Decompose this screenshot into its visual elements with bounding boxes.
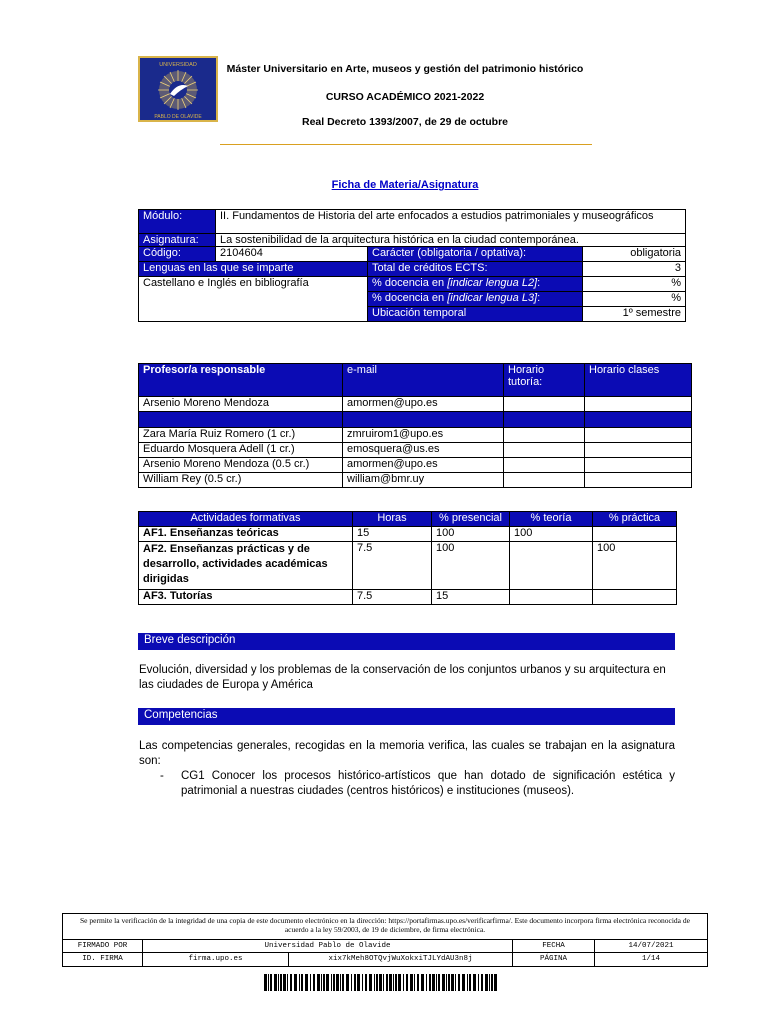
barcode-bar (436, 974, 437, 991)
docencia-l3-label: % docencia en [indicar lengua L3]: (368, 292, 583, 307)
table-row (139, 527, 677, 542)
activity-teoria (510, 542, 593, 590)
header-email: e-mail (343, 364, 504, 397)
id-value: xix7kMeh8OTQvjWuXokxiTJLYdAU3n8j (289, 953, 513, 966)
footer-row-signed (63, 940, 707, 953)
barcode-bar (389, 974, 392, 991)
barcode-bar (414, 974, 415, 991)
activity-presencial: 100 (432, 527, 510, 542)
barcode-bar (346, 974, 349, 991)
professor-name: Zara María Ruiz Romero (1 cr.) (139, 428, 343, 443)
barcode-bar (462, 974, 465, 991)
activity-practica (593, 590, 677, 605)
barcode-bar (458, 974, 460, 991)
activity-practica (593, 527, 677, 542)
barcode-bar (333, 974, 335, 991)
barcode-bar (491, 974, 493, 991)
barcode-bar (317, 974, 320, 991)
competencias-intro: Las competencias generales, recogidas en la memoria verifica, las cuales se trabajan en la asignatura son: (139, 740, 675, 767)
barcode-bar (398, 974, 401, 991)
activity-presencial: 15 (432, 590, 510, 605)
barcode-bar (473, 974, 476, 991)
barcode-bar (374, 974, 375, 991)
barcode-bar (365, 974, 367, 991)
activity-horas: 7.5 (353, 542, 432, 590)
table-row (139, 590, 677, 605)
barcode-bar (438, 974, 440, 991)
page-title: Ficha de Materia/Asignatura (331, 179, 479, 191)
codigo-label: Código: (139, 247, 216, 262)
competencia-item (160, 769, 675, 799)
header-divider (220, 144, 592, 145)
barcode-bar (290, 974, 292, 991)
barcode-bar (305, 974, 308, 991)
responsable-tutoria (504, 397, 585, 412)
footer-row-id (63, 953, 707, 966)
barcode-bar (351, 974, 352, 991)
barcode-bar (489, 974, 490, 991)
professors-table (138, 363, 692, 488)
separator-row (504, 412, 585, 428)
barcode-bar (494, 974, 497, 991)
barcode-bar (283, 974, 286, 991)
table-row (139, 428, 692, 443)
professor-email: william@bmr.uy (343, 473, 504, 488)
barcode-bar (410, 974, 413, 991)
lenguas-value: Castellano e Inglés en bibliografía (139, 277, 368, 322)
responsable-clases (585, 397, 692, 412)
barcode-bar (264, 974, 267, 991)
table-row (139, 473, 692, 488)
modulo-label: Módulo: (139, 210, 216, 234)
activity-teoria (510, 590, 593, 605)
activity-name: AF2. Enseñanzas prácticas y de desarrollo, actividades académicas dirigidas (139, 542, 353, 590)
ubicacion-label: Ubicación temporal (368, 307, 583, 322)
header-actividades: Actividades formativas (139, 512, 353, 527)
docencia-l2-label: % docencia en [indicar lengua L2]: (368, 277, 583, 292)
barcode-bar (448, 974, 450, 991)
pagina-value: 1/14 (641, 955, 660, 963)
barcode (264, 974, 500, 991)
barcode-bar (469, 974, 471, 991)
professor-email: emosquera@us.es (343, 443, 504, 458)
subject-info-table (138, 209, 686, 322)
professor-name: Arsenio Moreno Mendoza (0.5 cr.) (139, 458, 343, 473)
creditos-label: Total de créditos ECTS: (368, 262, 583, 277)
table-row (139, 458, 692, 473)
barcode-bar (376, 974, 378, 991)
lenguas-label: Lenguas en las que se imparte (139, 262, 368, 277)
professor-email: amormen@upo.es (343, 458, 504, 473)
bullet-dash: - (160, 770, 164, 782)
breve-descripcion-text: Evolución, diversidad y los problemas de la conservación de los conjuntos urbanos y su arquitectura en las ciudades de Europa y América (139, 664, 666, 691)
barcode-bar (274, 974, 277, 991)
barcode-bar (354, 974, 356, 991)
asignatura-label: Asignatura: (139, 234, 216, 247)
barcode-bar (432, 974, 435, 991)
firmado-value: Universidad Pablo de Olavide (143, 940, 513, 952)
competencia-text: CG1 Conocer los procesos histórico-artísticos que han dotado de significación estética y patrimonial a nuestras ciudades (centros históricos) e instituciones (museos). (181, 770, 675, 797)
header-horas: Horas (353, 512, 432, 527)
ubicacion-value: 1º semestre (583, 307, 686, 322)
activity-teoria: 100 (510, 527, 593, 542)
activities-table (138, 511, 677, 605)
barcode-bar (299, 974, 300, 991)
barcode-bar (426, 974, 427, 991)
logo-text-top: UNIVERSIDAD (159, 62, 197, 68)
barcode-bar (451, 974, 454, 991)
caracter-value: obligatoria (583, 247, 686, 262)
barcode-bar (340, 974, 341, 991)
barcode-bar (442, 974, 445, 991)
separator-row (343, 412, 504, 428)
program-title: Máster Universitario en Arte, museos y gestión del patrimonio histórico (226, 63, 584, 75)
separator-row (585, 412, 692, 428)
barcode-bar (357, 974, 360, 991)
creditos-value: 3 (583, 262, 686, 277)
barcode-bar (313, 974, 315, 991)
barcode-bar (268, 974, 269, 991)
header-horario-tutoria: Horario tutoría: (504, 364, 585, 397)
id-label: ID. FIRMA (63, 953, 143, 966)
header-practica: % práctica (593, 512, 677, 527)
table-row (139, 443, 692, 458)
activity-name: AF3. Tutorías (139, 590, 353, 605)
docencia-l3-value: % (583, 292, 686, 307)
barcode-bar (478, 974, 479, 991)
barcode-bar (383, 974, 384, 991)
barcode-bar (294, 974, 297, 991)
modulo-value: II. Fundamentos de Historia del arte enfocados a estudios patrimoniales y museográficos (216, 210, 686, 234)
caracter-label: Carácter (obligatoria / optativa): (368, 247, 583, 262)
barcode-bar (287, 974, 288, 991)
barcode-bar (310, 974, 311, 991)
table-row (139, 542, 677, 590)
id-server: firma.upo.es (143, 953, 289, 966)
fecha-label: FECHA (513, 940, 595, 952)
separator-row (139, 412, 343, 428)
barcode-bar (331, 974, 332, 991)
fecha-value: 14/07/2021 (628, 942, 674, 950)
barcode-bar (270, 974, 272, 991)
header-presencial: % presencial (432, 512, 510, 527)
activity-name: AF1. Enseñanzas teóricas (139, 527, 353, 542)
verification-note: Se permite la verificación de la integridad de una copia de este documento electrónico en la dirección: https://portafirmas.upo.es/verificarfirma/. Este documento incorpora firma electrónica reconocida de acuerdo a la ley 59/2003, de 19 de diciembre, de firma electrónica. (63, 914, 707, 940)
responsable-name: Arsenio Moreno Mendoza (139, 397, 343, 412)
logo-text-bottom: PABLO DE OLAVIDE (154, 114, 202, 120)
barcode-bar (406, 974, 408, 991)
signature-footer (62, 913, 708, 967)
barcode-bar (485, 974, 488, 991)
professor-name: Eduardo Mosquera Adell (1 cr.) (139, 443, 343, 458)
barcode-bar (446, 974, 447, 991)
barcode-bar (301, 974, 303, 991)
activity-presencial: 100 (432, 542, 510, 590)
activity-horas: 7.5 (353, 590, 432, 605)
barcode-bar (417, 974, 419, 991)
header-responsable: Profesor/a responsable (139, 364, 343, 397)
responsable-email: amormen@upo.es (343, 397, 504, 412)
competencias-heading: Competencias (138, 708, 675, 725)
barcode-bar (403, 974, 404, 991)
pagina-label: PÁGINA (513, 953, 595, 966)
asignatura-value: La sostenibilidad de la arquitectura histórica en la ciudad contemporánea. (216, 234, 686, 247)
barcode-bar (393, 974, 394, 991)
barcode-bar (421, 974, 424, 991)
header-teoria: % teoría (510, 512, 593, 527)
barcode-bar (369, 974, 372, 991)
barcode-bar (429, 974, 431, 991)
activity-horas: 15 (353, 527, 432, 542)
barcode-bar (467, 974, 468, 991)
docencia-l2-value: % (583, 277, 686, 292)
breve-descripcion-heading: Breve descripción (138, 633, 675, 650)
barcode-bar (336, 974, 339, 991)
codigo-value: 2104604 (216, 247, 368, 262)
activity-practica: 100 (593, 542, 677, 590)
barcode-bar (455, 974, 456, 991)
barcode-bar (481, 974, 483, 991)
firmado-label: FIRMADO POR (63, 940, 143, 952)
barcode-bar (395, 974, 397, 991)
professor-email: zmruirom1@upo.es (343, 428, 504, 443)
barcode-bar (362, 974, 363, 991)
header-horario-clases: Horario clases (585, 364, 692, 397)
barcode-bar (342, 974, 344, 991)
barcode-bar (280, 974, 282, 991)
barcode-bar (326, 974, 329, 991)
decree-line: Real Decreto 1393/2007, de 29 de octubre (301, 116, 509, 128)
barcode-bar (386, 974, 388, 991)
barcode-bar (323, 974, 325, 991)
barcode-bar (321, 974, 322, 991)
barcode-bar (379, 974, 382, 991)
academic-year: CURSO ACADÉMICO 2021-2022 (325, 91, 485, 103)
barcode-bar (278, 974, 279, 991)
professor-name: William Rey (0.5 cr.) (139, 473, 343, 488)
